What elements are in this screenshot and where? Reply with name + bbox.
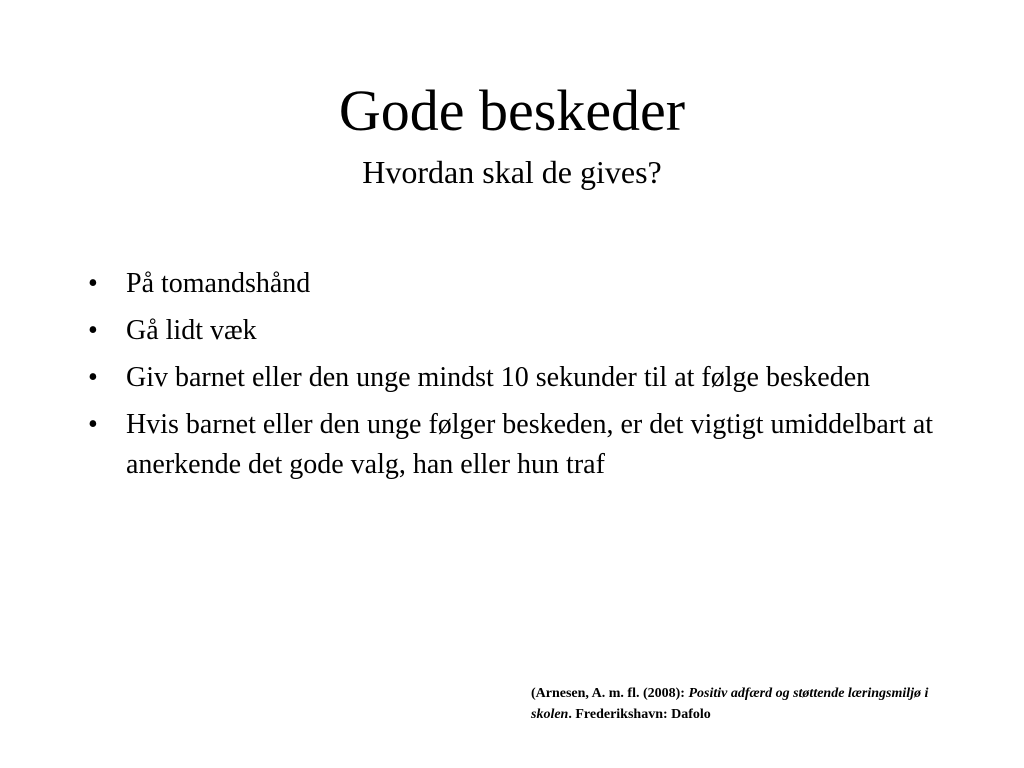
citation-title: Positiv adfærd og støttende læringsmiljø i skolen xyxy=(531,686,929,722)
bullet-text: På tomandshånd xyxy=(126,268,311,299)
bullet-list xyxy=(88,264,938,492)
citation xyxy=(531,683,951,725)
citation-suffix: . Frederikshavn: Dafolo xyxy=(568,707,711,722)
bullet-marker: • xyxy=(88,409,98,440)
citation-prefix: (Arnesen, A. m. fl. (2008): xyxy=(531,686,689,701)
bullet-item xyxy=(88,264,938,304)
bullet-marker: • xyxy=(88,315,98,346)
bullet-item xyxy=(88,405,938,485)
bullet-text: Giv barnet eller den unge mindst 10 sekunder til at følge beskeden xyxy=(126,362,871,393)
bullet-item xyxy=(88,311,938,351)
slide-subtitle: Hvordan skal de gives? xyxy=(362,154,662,190)
bullet-text: Hvis barnet eller den unge følger beskeden, er det vigtigt umiddelbart at anerkende det gode valg, han eller hun traf xyxy=(126,409,934,480)
bullet-item xyxy=(88,358,938,398)
slide-title: Gode beskeder xyxy=(338,78,686,143)
bullet-marker: • xyxy=(88,362,98,393)
bullet-text: Gå lidt væk xyxy=(126,315,257,346)
bullet-marker: • xyxy=(88,268,98,299)
